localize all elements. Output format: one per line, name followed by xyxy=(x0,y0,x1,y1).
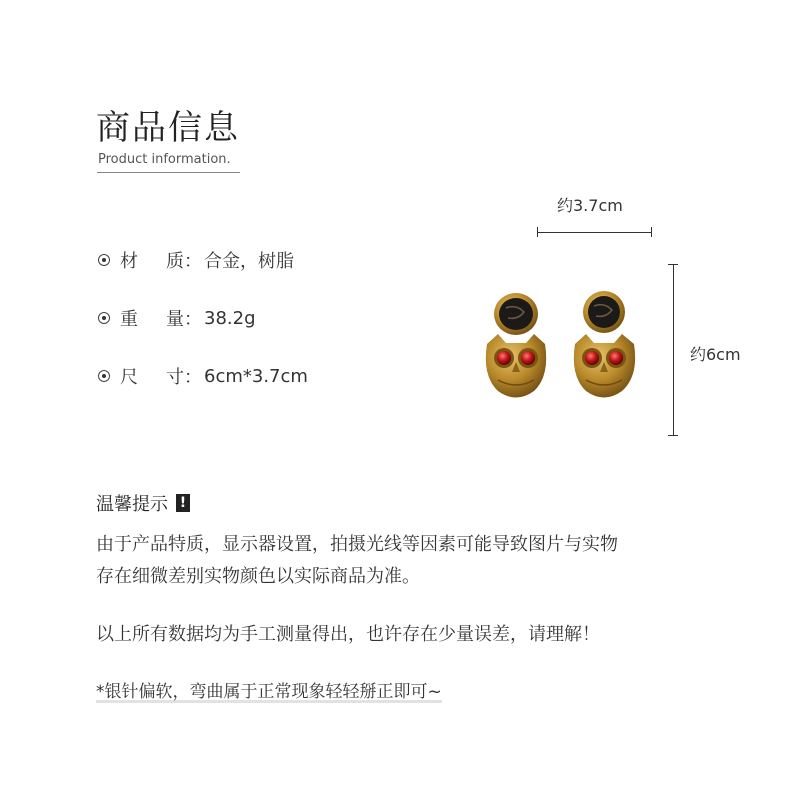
tips-line-3: 以上所有数据均为手工测量得出，也许存在少量误差，请理解！ xyxy=(96,624,600,645)
owl-earrings-image xyxy=(476,286,666,416)
spec-value: 6cm*3.7cm xyxy=(204,365,308,387)
spec-value: 38.2g xyxy=(204,307,256,329)
bullet-icon xyxy=(98,254,110,266)
spec-material xyxy=(98,247,294,273)
width-line xyxy=(537,232,652,233)
height-tick-bottom xyxy=(668,435,678,436)
height-tick-top xyxy=(668,264,678,265)
warning-icon: ! xyxy=(176,494,190,512)
tips-note: *银针偏软，弯曲属于正常现象轻轻掰正即可~ xyxy=(96,682,442,702)
spec-size xyxy=(98,363,308,389)
spec-label-b: 质： xyxy=(166,251,202,272)
spec-label-a: 尺 xyxy=(120,367,138,388)
tips-line-2: 存在细微差别实物颜色以实际商品为准。 xyxy=(96,566,420,587)
spec-label-b: 量： xyxy=(166,309,202,330)
spec-label-a: 重 xyxy=(120,309,138,330)
right-earring xyxy=(574,291,635,398)
spec-value: 合金，树脂 xyxy=(204,251,294,272)
width-tick-right xyxy=(651,227,652,237)
subtitle-underline xyxy=(97,172,240,173)
spec-label-b: 寸： xyxy=(166,367,202,388)
spec-weight xyxy=(98,305,256,331)
height-line xyxy=(673,264,674,436)
width-tick-left xyxy=(537,227,538,237)
width-label: 约3.7cm xyxy=(557,196,623,215)
height-label: 约6cm xyxy=(690,345,741,364)
bullet-icon xyxy=(98,370,110,382)
tips-title xyxy=(96,490,190,516)
page-subtitle: Product information. xyxy=(98,152,231,167)
page-title: 商品信息 xyxy=(96,108,240,148)
left-earring xyxy=(486,293,546,398)
tips-line-1: 由于产品特质，显示器设置，拍摄光线等因素可能导致图片与实物 xyxy=(96,534,618,555)
tips-title-text: 温馨提示 xyxy=(96,494,168,515)
spec-label-a: 材 xyxy=(120,251,138,272)
bullet-icon xyxy=(98,312,110,324)
